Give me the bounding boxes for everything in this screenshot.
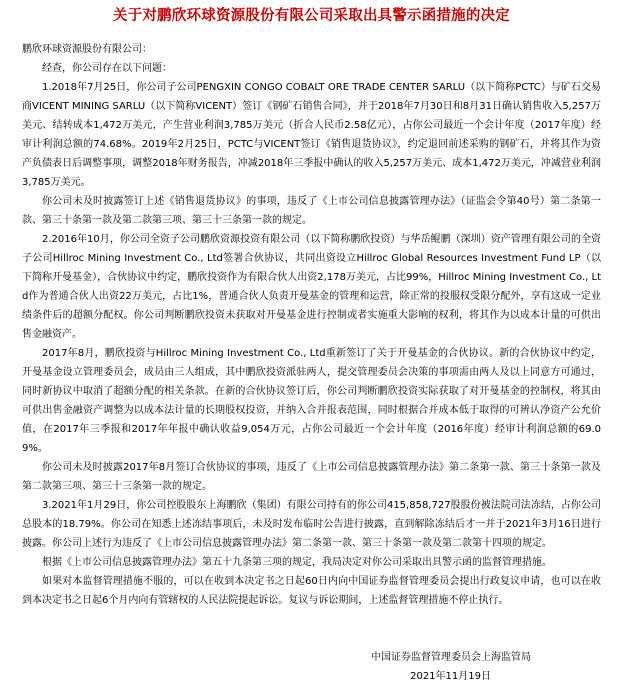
issue-1-violation: 你公司未及时披露签订上述《销售退货协议》的事项，违反了《上市公司信息披露管理办法》（证监会令第40号）第二条第一款、第三十条第一款及第二款第三项、第三十三条第一款的规定。 <box>22 196 601 226</box>
document-body <box>22 59 601 610</box>
issuer-signature: 中国证券监督管理委员会上海监管局 <box>371 652 531 663</box>
addressee: 鹏欣环球资源股份有限公司： <box>22 44 152 55</box>
intro-paragraph: 经查，你公司存在以下问题： <box>42 63 172 74</box>
issue-1-facts: 1.2018年7月25日，你公司子公司PENGXIN CONGO COBALT ORE TRADE CENTER SARLU（以下简称PCTC）与矿石交易商VICENT MINING SARLU（以下简称VICENT）签订《钢矿石销售合同》，并于2018年7月30日和8月31日确认销售收入5,257万美元、结转成本1,472万美元，产生营业利润3,785万美元（折合人民币2.58亿元），占你公司最近一个会计年度（2017年度）经审计利润总额的74.68%。2019年2月25日，PCTC与VICENT签订《销售退货协议》，约定退回前述采购的钢矿石，并将其作为资产负债表日后调整事项，调整2018年财务报告，冲减2018年三季报中确认的收入5,257万美元、成本1,472万美元，冲减营业利润3,785万美元。 <box>22 82 601 188</box>
issue-3-facts: 3.2021年1月29日，你公司控股股东上海鹏欣（集团）有限公司持有的你公司415,858,727股股份被法院司法冻结，占你公司总股本的18.79%。你公司在知悉上述冻结事项后，未及时发布临时公告进行披露，直到解除冻结后才一并于2021年3月16日进行披露。你公司上述行为违反了《上市公司信息披露管理办法》第二条第一款、第三十条第一款及第二款第十四项的规定。 <box>22 500 601 549</box>
issue-date: 2021年11月19日 <box>410 671 491 682</box>
document-title: 关于对鹏欣环球资源股份有限公司采取出具警示函措施的决定 <box>113 8 510 24</box>
issue-2-facts-2017: 2017年8月，鹏欣投资与Hillroc Mining Investment Co., Ltd重新签订了关于开曼基金的合伙协议。新的合伙协议中约定，开曼基金设立管理委员会，成员由三人组成，其中鹏欣投资派驻两人，提交管理委员会决策的事项需由两人及以上同意方可通过，同时新协议中取消了超额分配的相关条款。在新的合伙协议签订后，你公司判断鹏欣投资实际获取了对开曼基金的控制权，将其由可供出售金融资产调整为以成本法计量的长期股权投资，并纳入合并报表范围，同时根据合并成本低于取得的可辨认净资产公允价值，在2017年三季报和2017年年报中确认收益9,054万元，占你公司最近一个会计年度（2016年度）经审计利润总额的69.09%。 <box>22 348 601 454</box>
issue-2-facts-2016: 2.2016年10月，你公司全资子公司鹏欣资源投资有限公司（以下简称鹏欣投资）与华岳鲲鹏（深圳）资产管理有限公司的全资子公司Hillroc Mining Investment Co., Ltd签署合伙协议，共同出资设立Hillroc Global Resources Investment Fund LP（以下简称开曼基金），合伙协议中约定，鹏欣投资作为有限合伙人出资2,178万美元，占比99%，Hillroc Mining Investment Co., Ltd作为普通合伙人出资22万美元，占比1%，普通合伙人负责开曼基金的管理和运营，除正常的投服权受限分配外，享有这成一定业绩条件后的超额分配权。你公司判断鹏欣投资未获取对开曼基金进行控制或者实施重大影响的权利，将其作为以成本计量的可供出售金融资产。 <box>22 234 601 340</box>
appeal-notice: 如果对本监督管理措施不服的，可以在收到本决定书之日起60日内向中国证券监督管理委员会提出行政复议申请，也可以在收到本决定书之日起6个月内向有管辖权的人民法院提起诉讼。复议与诉讼期间，上述监督管理措施不停止执行。 <box>22 576 601 606</box>
decision-paragraph: 根据《上市公司信息披露管理办法》第五十九条第三项的规定，我局决定对你公司采取出具警示函的监督管理措施。 <box>42 557 552 568</box>
issue-2-violation: 你公司未及时披露2017年8月签订合伙协议的事项，违反了《上市公司信息披露管理办法》第二条第一款、第三十条第一款及第二款第三项、第三十三条第一款的规定。 <box>22 462 601 492</box>
